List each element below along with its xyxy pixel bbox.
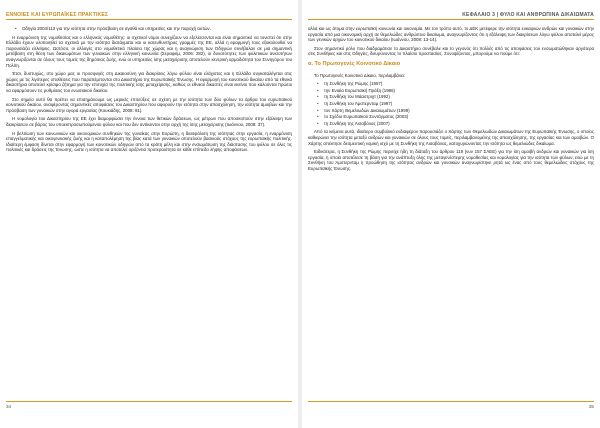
right-page-body — [308, 26, 594, 174]
left-footer-rule — [6, 401, 292, 402]
body-paragraph: Από τα κείμενα αυτά, ιδιαίτερο συμβολικό ενδιαφέρον παρουσιάζει ο Χάρτης των Θεμελιωδών Δικαιωμάτων της Ευρωπαϊκής Ένωσης, ο οποίος καθιερώνει την ισότητα μεταξύ ανδρών και γυναικών σε όλους τους τομείς, περιλαμβανομένης της απασχόλησης, της εργασίας και των αμοιβών. Ο Χάρτης απέκτησε δεσμευτική νομική ισχύ με τη Συνθήκη της Λισαβόνας, κατοχυρώνοντας την ισότητα ως θεμελιώδες δικαίωμα. — [308, 129, 594, 146]
list-item: • τη Συνθήκη της Λισαβόνας (2007) — [324, 121, 594, 127]
section-heading: α. Το Πρωτογενές Κοινοτικό Δίκαιο — [308, 60, 401, 67]
right-header-rule — [308, 19, 594, 20]
body-paragraph: αλλά και ως άτομα στην ευρωπαϊκή κοινωνία και οικονομία. Με τον τρόπο αυτό, το ΔΕΚ μετέφερε την ισότητα ευκαιριών ανδρών και γυναικών στην εργασία από μια οικονομική αρχή σε θεμελιώδες ανθρώπινο δικαίωμα, αναγνωρίζοντας ότι η εξάλειψη των διακρίσεων λόγω φύλου αποτελεί μέρος των γενικών αρχών του κοινοτικού δικαίου (Ιωάννου, 2008: 13-14). — [308, 26, 594, 43]
body-paragraph: Στο σημείο αυτό θα πρέπει να επισημάνουμε ως μερικές επιτεύξεις σε σχέση με την ισότητα των δύο φύλων τα άρθρα του ευρωπαϊκού κοινοτικού δικαίου, αναφέροντας σημαντικές αποφάσεις του Δικαστηρίου που αφορούν την ισότητα στην απασχόληση, την ισότητα αμοιβών και την πρόσβαση των γυναικών στην αγορά εργασίας (Κουκιάδης, 2008: 91). — [6, 96, 292, 113]
right-page — [308, 0, 594, 428]
list-item: • τη Συνθήκη του Μάαστριχτ (1992) — [324, 94, 594, 100]
list-item: • την Ενιαία Ευρωπαϊκή Πράξη (1986) — [324, 88, 594, 94]
primary-law-list — [308, 81, 594, 126]
list-item: • τον Χάρτη Θεμελιωδών Δικαιωμάτων (1999) — [324, 108, 594, 114]
body-paragraph: Στον σημαντικό ρόλο που διαδραμάτισε το Δικαστήριο συνέβαλε και το γεγονός ότι πολλές από τις αποφάσεις του ενσωματώθηκαν αργότερα στις Συνθήκες και στις Οδηγίες, διευρύνοντας το πλαίσιο προστασίας. Συνοψίζοντας, μπορούμε να πούμε ότι: — [308, 45, 594, 57]
list-item: • τη Συνθήκη του Άμστερνταμ (1997) — [324, 101, 594, 107]
body-paragraph: Έτσι, δυστυχώς, στο χώρο μας οι προσφυγές στη Δικαιοσύνη για διακρίσεις λόγω φύλου είναι ελάχιστες και η Ελλάδα συγκαταλέγεται στις χώρες με τις λιγότερες υποθέσεις που παραπέμπονται στο Δικαστήριο της Ευρωπαϊκής Ένωσης. Η εφαρμογή του κοινοτικού δικαίου από τα εθνικά δικαστήρια αποτελεί κρίσιμο ζήτημα για την επιτυχία της πολιτικής ίσης μεταχείρισης, καθώς οι εθνικοί δικαστές είναι εκείνοι που καλούνται πρώτοι να εφαρμόσουν τις ρυθμίσεις του ενωσιακού δικαίου. — [6, 71, 292, 93]
right-footer-rule — [308, 401, 594, 402]
left-running-head: ΕΝΝΟΙΕΣ ΚΑΙ ΕΥΡΩΠΑΪΚΕΣ ΠΡΑΚΤΙΚΕΣ — [6, 12, 109, 18]
left-page-body — [6, 26, 292, 156]
left-header-rule — [6, 19, 292, 20]
list-item: • το Σχέδιο Ευρωπαϊκού Συντάγματος (2003) — [324, 114, 594, 120]
list-item: • τη Συνθήκη της Ρώμης (1957) — [324, 81, 594, 87]
body-paragraph: Η νομολογία του Δικαστηρίου της ΕΕ έχει διαμορφώσει την έννοια των θετικών δράσεων, ως μέτρων που αποσκοπούν στην εξάλειψη των διακρίσεων σε βάρος του υποεκπροσωπούμενου φύλου και που δεν αντίκεινται στην αρχή της ίσης μεταχείρισης (Ιωάννου, 2008: 37). — [6, 116, 292, 127]
book-gutter — [298, 0, 302, 428]
left-bullet-list — [6, 26, 292, 32]
right-page-number: 35 — [588, 404, 594, 409]
body-paragraph: Η εναρμόνιση της νομοθεσίας και ο ελληνικός νομοθέτης: οι σχετικοί νόμοι συνεχίζουν να εξελίσσονται και είναι σημαντικό να τονιστεί ότι στην Ελλάδα έχουν υλοποιηθεί τα σχετικά με την ισότητα διατάγματα και οι κατευθυντήριες γραμμές της ΕΕ, αλλά η εφαρμογή τους εξακολουθεί να παρουσιάζει ελλείψεις. Ωστόσο, οι αλλαγές στο νομοθετικό πλαίσιο της χώρας και η αναγνώριση των Οδηγιών συνέβαλαν σε μια σημαντική μετάβαση στη θέση των δικαιωμάτων των γυναικών στην ελληνική κοινωνία (Σεραφείμ, 2006: 282), οι δυνατότητες των φυλετικών ανισοτήτων αναγνωρίζονται σε όλους τους τομείς της δημόσιας ζωής, ενώ οι υπηρεσίες ίσης μεταχείρισης αποτελούν κεντρική αρμοδιότητα του Συνηγόρου του Πολίτη. — [6, 34, 292, 68]
list-intro: Το Πρωτογενές Κοινοτικό Δίκαιο, περιλαμβάνει: — [314, 72, 406, 78]
right-running-head: ΚΕΦΑΛΑΙΟ 3 | ΦΥΛΟ ΚΑΙ ΑΝΘΡΩΠΙΝΑ ΔΙΚΑΙΩΜΑΤΑ — [462, 12, 594, 18]
body-paragraph: Ειδικότερα, η Συνθήκη της Ρώμης περιείχε ήδη τη διάταξη του άρθρου 119 (νυν 157 ΣΛΕΕ) για την ίση αμοιβή ανδρών και γυναικών για ίση εργασία, η οποία αποτέλεσε τη βάση για την ανάπτυξη όλης της μεταγενέστερης νομοθεσίας και νομολογίας για την ισότητα των φύλων, ενώ με τη Συνθήκη του Άμστερνταμ η προώθηση της ισότητας ανδρών και γυναικών αναγνωρίστηκε ρητά ως ένας από τους θεμελιώδεις στόχους της Ευρωπαϊκής Ένωσης. — [308, 149, 594, 171]
list-item: • Οδηγία 2004/113 για την ισότητα στην πρόσβαση σε αγαθά και υπηρεσίες και την παροχή αυτών. — [22, 26, 292, 32]
left-page-number: 34 — [6, 404, 12, 409]
left-page — [6, 0, 292, 428]
body-paragraph: Η βελτίωση των κοινωνικών και οικονομικών συνθηκών της γυναίκας στην Ευρώπη, η διασφάλιση της ισότητας στην εργασία, η εναρμόνιση επαγγελματικής και οικογενειακής ζωής και η καταπολέμηση της βίας κατά των γυναικών αποτελούν βασικούς στόχους της ευρωπαϊκής πολιτικής. Ιδιαίτερη έμφαση δίνεται στην εφαρμογή των κοινοτικών οδηγιών από τα κράτη μέλη και στην ενσωμάτωση της διάστασης του φύλου σε όλες τις πολιτικές και δράσεις της Ένωσης, ώστε η ισότητα να αποτελεί οριζόντια προτεραιότητα σε κάθε επίπεδο λήψης αποφάσεων. — [6, 130, 292, 153]
